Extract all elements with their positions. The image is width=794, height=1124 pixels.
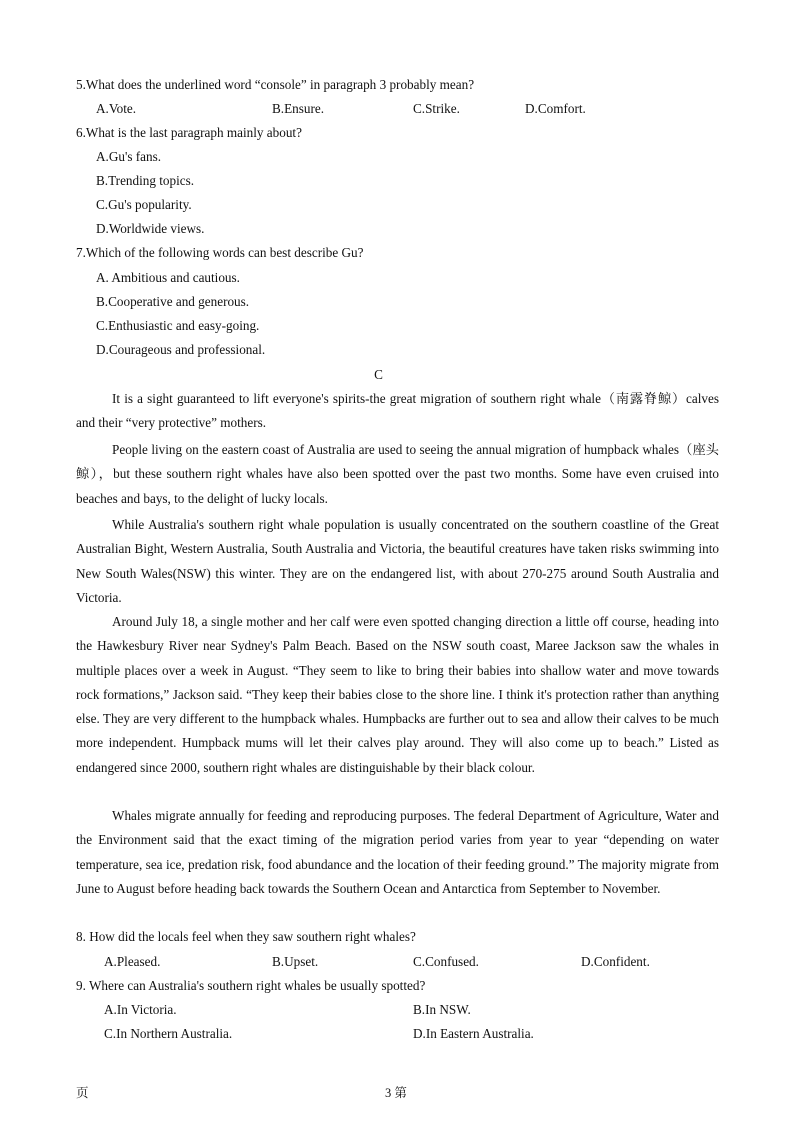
q6-option-c: C.Gu's popularity. <box>96 197 192 212</box>
question-6-stem: 6.What is the last paragraph mainly about? <box>76 125 302 140</box>
q9-option-c: C.In Northern Australia. <box>104 1026 233 1041</box>
question-5-stem: 5.What does the underlined word “console” in paragraph 3 probably mean? <box>76 77 475 92</box>
question-8-stem: 8. How did the locals feel when they saw southern right whales? <box>76 929 416 944</box>
passage-paragraph-4: Around July 18, a single mother and her calf were even spotted changing direction a little off course, heading into the Hawkesbury River near Sydney's Palm Beach. Based on the NSW south coast, Maree Jackson saw the whales in multiple places over a week in August. “They seem to like to bring their babies into shallow water and move towards rock formations,” Jackson said. “They keep their babies close to the shore line. I think it's protection rather than anything else. They are very different to the humpback whales. Humpbacks are further out to sea and allow their calves to be much more independent. Humpback mums will let their calves play around. They will also come up to beach.” Listed as endangered since 2000, southern right whales are distinguishable by their black colour. <box>76 614 719 775</box>
q7-option-b: B.Cooperative and generous. <box>96 294 250 309</box>
q7-option-c: C.Enthusiastic and easy-going. <box>96 318 260 333</box>
q8-option-b: B.Upset. <box>272 954 319 969</box>
q8-option-d: D.Confident. <box>581 954 650 969</box>
passage-paragraph-2: People living on the eastern coast of Australia are used to seeing the annual migration of humpback whales（座头鲸），but these southern right whales have also been spotted over the past two months. Some have even cruised into beaches and bays, to the delight of lucky locals. <box>76 442 719 506</box>
q5-option-d: D.Comfort. <box>525 101 586 116</box>
q9-option-a: A.In Victoria. <box>104 1002 177 1017</box>
q9-option-b: B.In NSW. <box>413 1002 471 1017</box>
question-7-stem: 7.Which of the following words can best describe Gu? <box>76 245 364 260</box>
footer-left-text: 页 <box>76 1086 89 1100</box>
q5-option-a: A.Vote. <box>96 101 137 116</box>
q7-option-a: A. Ambitious and cautious. <box>96 270 240 285</box>
footer-page-number: 3 第 <box>385 1086 407 1100</box>
q5-option-b: B.Ensure. <box>272 101 325 116</box>
q9-option-d: D.In Eastern Australia. <box>413 1026 534 1041</box>
q8-option-a: A.Pleased. <box>104 954 161 969</box>
question-9-stem: 9. Where can Australia's southern right whales be usually spotted? <box>76 978 426 993</box>
passage-paragraph-3: While Australia's southern right whale population is usually concentrated on the southern coastline of the Great Australian Bight, Western Australia, South Australia and Victoria, the beautiful creatures have taken risks swimming into New South Wales(NSW) this winter. They are on the endangered list, with about 270-275 around South Australia and Victoria. <box>76 517 719 605</box>
passage-paragraph-1: It is a sight guaranteed to lift everyone's spirits-the great migration of southern right whale（南露脊鲸）calves and their “very protective” mothers. <box>76 391 719 431</box>
q5-option-c: C.Strike. <box>413 101 460 116</box>
q8-option-c: C.Confused. <box>413 954 479 969</box>
q6-option-a: A.Gu's fans. <box>96 149 162 164</box>
section-heading: C <box>374 367 383 382</box>
passage-paragraph-5: Whales migrate annually for feeding and reproducing purposes. The federal Department of Agriculture, Water and the Environment said that the exact timing of the migration period varies from year to year “depending on water temperature, sea ice, predation risk, food abundance and the location of their feeding ground.” The majority migrate from June to August before heading back towards the Southern Ocean and Antarctica from September to November. <box>76 808 719 896</box>
q6-option-d: D.Worldwide views. <box>96 221 205 236</box>
q7-option-d: D.Courageous and professional. <box>96 342 266 357</box>
q6-option-b: B.Trending topics. <box>96 173 195 188</box>
